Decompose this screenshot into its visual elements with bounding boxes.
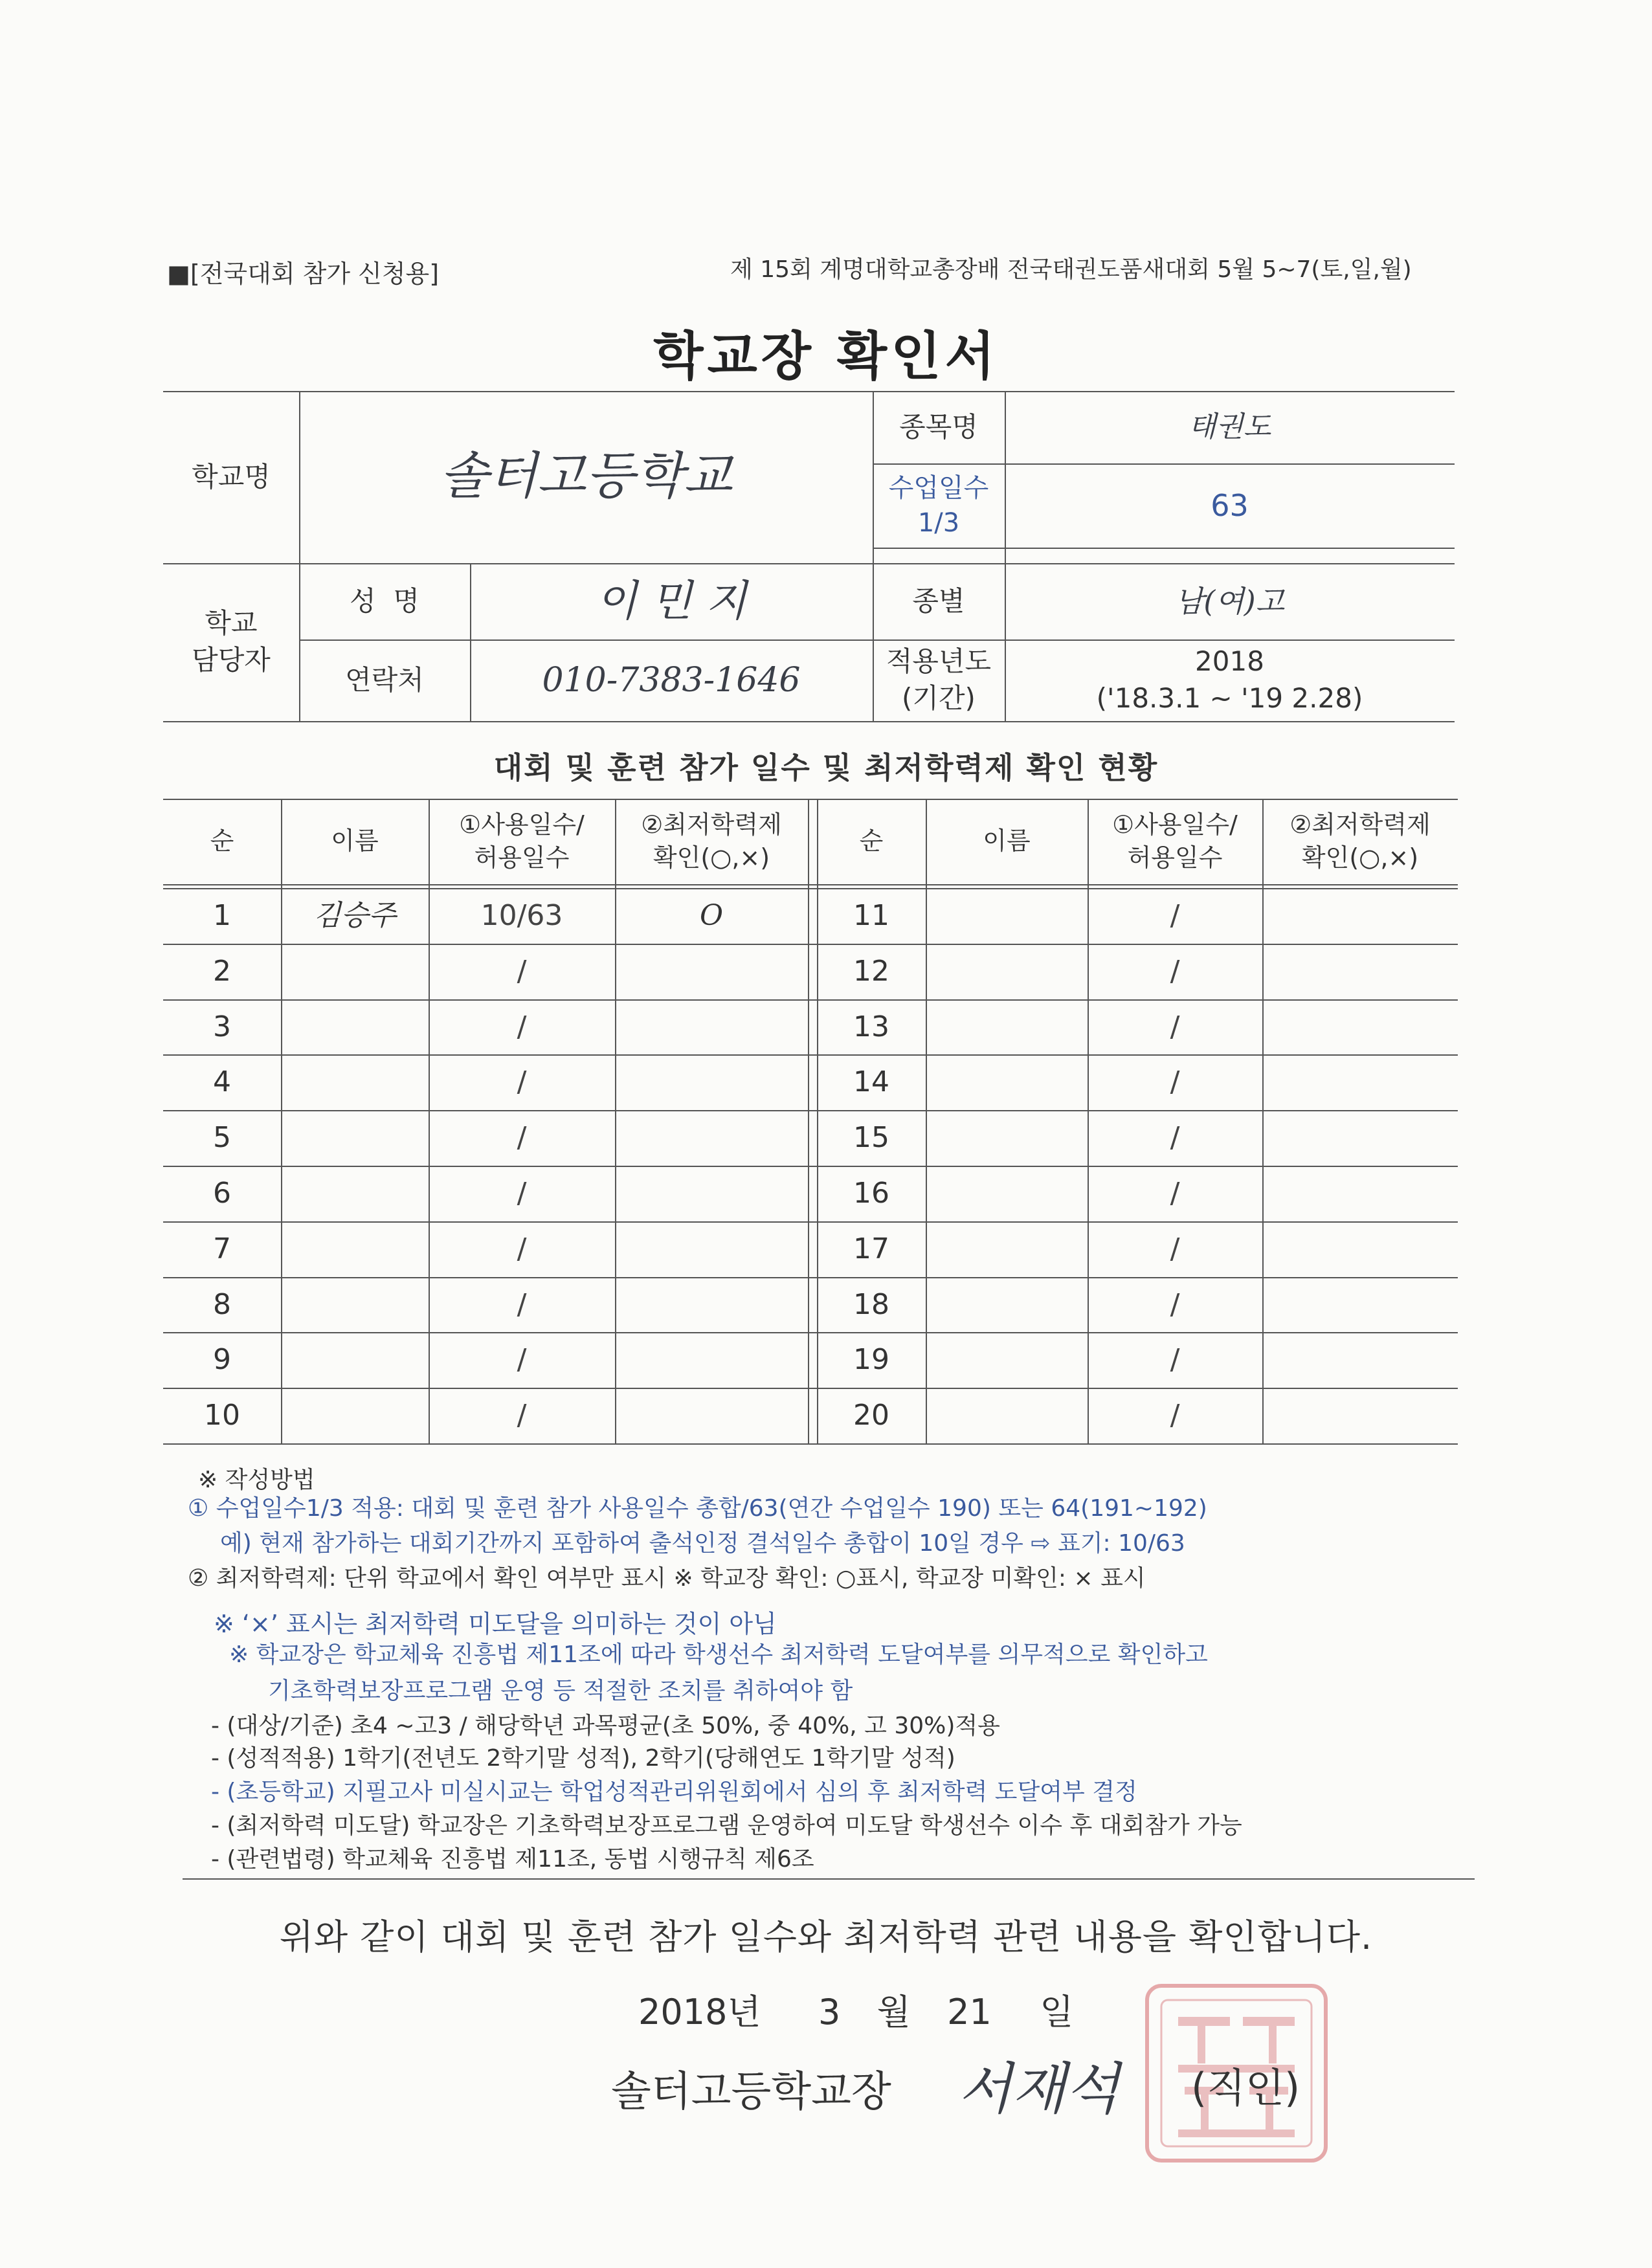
row-name <box>926 1054 1088 1110</box>
form-type-tag: ■[전국대회 참가 신청용] <box>167 260 440 288</box>
period-value: ('18.3.1 ~ '19 2.28) <box>1096 682 1363 714</box>
signing-date <box>638 1984 1073 2034</box>
col-header-check-line2: 확인(○,×) <box>653 843 770 872</box>
col-header-days-right <box>1088 799 1262 884</box>
col-header-check <box>615 799 808 884</box>
class-days-value: 63 <box>1211 487 1249 523</box>
date-day-unit: 일 <box>1040 1992 1074 2032</box>
confirmation-statement: 위와 같이 대회 및 훈련 참가 일수와 최저학력 관련 내용을 확인합니다. <box>279 1917 1373 1957</box>
sport-label: 종목명 <box>899 410 978 443</box>
row-name <box>926 1221 1088 1277</box>
gender-value: 남(여)고 <box>1174 583 1285 619</box>
row-days: / <box>517 1343 527 1377</box>
row-name <box>281 1166 429 1221</box>
row-days: / <box>517 1232 527 1266</box>
row-number: 15 <box>853 1121 889 1155</box>
row-number: 12 <box>853 955 889 988</box>
row-days: / <box>1170 1065 1180 1099</box>
seal-note: (직인) <box>1191 2064 1300 2111</box>
row-check <box>1262 1110 1458 1166</box>
contact-label: 연락처 <box>345 663 424 696</box>
school-label: 학교명 <box>192 460 271 493</box>
row-number: 4 <box>213 1065 231 1099</box>
row-days: / <box>517 955 527 988</box>
row-number: 8 <box>213 1288 231 1322</box>
row-days: / <box>517 1399 527 1432</box>
row-days: / <box>517 1288 527 1322</box>
row-name <box>926 1110 1088 1166</box>
row-number: 5 <box>213 1121 231 1155</box>
col-header-check-line1: ②최저학력제 <box>641 810 782 839</box>
contact-value: 010-7383-1646 <box>542 660 801 700</box>
row-name <box>281 944 429 999</box>
row-check <box>1262 1221 1458 1277</box>
row-days: / <box>1170 1010 1180 1044</box>
row-check <box>615 1221 808 1277</box>
guide-detail-target: - (대상/기준) 초4 ~고3 / 해당학년 과목평균(초 50%, 중 40%, 고 30%)적용 <box>211 1713 1000 1739</box>
col-header-check-right-line2: 확인(○,×) <box>1301 843 1419 872</box>
row-name <box>926 1332 1088 1388</box>
row-number: 9 <box>213 1343 231 1377</box>
guide-note-duty-cont: 기초학력보장프로그램 운영 등 적절한 조치를 취하여야 함 <box>268 1678 853 1704</box>
row-number: 11 <box>853 899 889 933</box>
row-name: 김승주 <box>313 899 396 933</box>
row-name <box>281 1054 429 1110</box>
row-check <box>615 944 808 999</box>
row-days: / <box>1170 1399 1180 1432</box>
section-title: 대회 및 훈련 참가 일수 및 최저학력제 확인 현황 <box>493 750 1159 785</box>
row-number: 2 <box>213 955 231 988</box>
year-value <box>1005 639 1455 721</box>
row-days: 10/63 <box>480 899 563 933</box>
event-name: 제 15회 계명대학교총장배 전국태권도품새대회 5월 5~7(토,일,월) <box>730 256 1412 283</box>
row-number: 16 <box>853 1177 889 1210</box>
guide-note-duty: ※ 학교장은 학교체육 진흥법 제11조에 따라 학생선수 최저학력 도달여부를 의무적으로 확인하고 <box>229 1641 1208 1668</box>
manager-label <box>163 563 299 721</box>
signer-name: 서재석 <box>958 2057 1120 2122</box>
row-name <box>281 1332 429 1388</box>
year-label-line2: (기간) <box>902 682 976 714</box>
class-days-label-line1: 수업일수 <box>888 473 989 503</box>
row-check: O <box>699 899 724 933</box>
row-check <box>1262 1054 1458 1110</box>
row-name <box>926 888 1088 944</box>
row-name <box>926 1277 1088 1333</box>
row-check <box>1262 1166 1458 1221</box>
row-check <box>615 1110 808 1166</box>
date-year: 2018년 <box>638 1992 761 2032</box>
col-header-no: 순 <box>210 827 234 856</box>
row-check <box>1262 1277 1458 1333</box>
row-check <box>1262 944 1458 999</box>
guide-detail-not-reached: - (최저학력 미도달) 학교장은 기초학력보장프로그램 운영하여 미도달 학생선수 이수 후 대회참가 가능 <box>211 1812 1242 1839</box>
row-name <box>281 1221 429 1277</box>
row-number: 7 <box>213 1232 231 1266</box>
row-number: 17 <box>853 1232 889 1266</box>
row-days: / <box>517 1065 527 1099</box>
row-days: / <box>1170 1343 1180 1377</box>
year-value-line1: 2018 <box>1195 645 1264 678</box>
row-number: 18 <box>853 1288 889 1322</box>
row-check <box>615 999 808 1055</box>
row-days: / <box>1170 899 1180 933</box>
row-number: 13 <box>853 1010 889 1044</box>
guide-detail-elementary: - (초등학교) 지필고사 미실시교는 학업성적관리위원회에서 심의 후 최저학력 도달여부 결정 <box>211 1779 1137 1805</box>
row-name <box>281 1110 429 1166</box>
row-check <box>615 1388 808 1443</box>
row-name <box>281 999 429 1055</box>
guide-note-x: ※ ‘×’ 표시는 최저학력 미도달을 의미하는 것이 아님 <box>214 1610 777 1638</box>
manager-label-line1: 학교 <box>205 607 258 639</box>
date-day: 21 <box>947 1992 992 2032</box>
row-number: 3 <box>213 1010 231 1044</box>
gender-label: 종별 <box>912 584 965 617</box>
row-check <box>1262 1332 1458 1388</box>
row-number: 20 <box>853 1399 889 1432</box>
row-days: / <box>1170 1177 1180 1210</box>
col-header-days-right-line1: ①사용일수/ <box>1112 810 1238 839</box>
col-header-check-right-line1: ②최저학력제 <box>1289 810 1431 839</box>
row-check <box>615 1277 808 1333</box>
col-header-days <box>429 799 615 884</box>
row-name <box>281 1277 429 1333</box>
row-check <box>615 1166 808 1221</box>
col-header-days-line2: 허용일수 <box>474 843 570 872</box>
manager-label-line2: 담당자 <box>192 644 271 676</box>
row-number: 10 <box>204 1399 240 1432</box>
guide-detail-law: - (관련법령) 학교체육 진흥법 제11조, 동법 시행규칙 제6조 <box>211 1846 814 1873</box>
row-check <box>615 1332 808 1388</box>
col-header-no-right: 순 <box>859 827 884 856</box>
name-label: 성 명 <box>350 584 419 617</box>
row-number: 19 <box>853 1343 889 1377</box>
manager-name: 이 민 지 <box>596 576 747 627</box>
guide-heading: ※ 작성방법 <box>198 1467 315 1493</box>
row-days: / <box>1170 955 1180 988</box>
row-number: 1 <box>213 899 231 933</box>
guide-item-2: ② 최저학력제: 단위 학교에서 확인 여부만 표시 ※ 학교장 확인: ○표시, 학교장 미확인: × 표시 <box>188 1565 1146 1592</box>
col-header-name: 이름 <box>331 827 379 856</box>
year-label <box>873 639 1005 721</box>
row-number: 14 <box>853 1065 889 1099</box>
col-header-check-right <box>1262 799 1458 884</box>
class-days-label <box>873 463 1005 548</box>
guide-detail-grades: - (성적적용) 1학기(전년도 2학기말 성적), 2학기(당해연도 1학기말 성적) <box>211 1745 955 1772</box>
row-number: 6 <box>213 1177 231 1210</box>
signer-title: 솔터고등학교장 <box>611 2068 891 2116</box>
guide-item-1: ① 수업일수1/3 적용: 대회 및 훈련 참가 사용일수 총합/63(연간 수업일수 190) 또는 64(191~192) <box>188 1495 1207 1522</box>
col-header-days-line1: ①사용일수/ <box>459 810 585 839</box>
row-name <box>926 1388 1088 1443</box>
row-days: / <box>1170 1232 1180 1266</box>
row-days: / <box>517 1177 527 1210</box>
page-title: 학교장 확인서 <box>653 326 999 386</box>
row-check <box>1262 999 1458 1055</box>
col-header-name-right: 이름 <box>983 827 1031 856</box>
row-days: / <box>517 1121 527 1155</box>
notes-divider <box>183 1878 1475 1880</box>
year-label-line1: 적용년도 <box>886 645 992 678</box>
school-name: 솔터고등학교 <box>439 447 733 506</box>
row-check <box>615 1054 808 1110</box>
row-check <box>1262 1388 1458 1443</box>
row-name <box>926 1166 1088 1221</box>
row-days: / <box>1170 1288 1180 1322</box>
col-header-days-right-line2: 허용일수 <box>1127 843 1223 872</box>
row-days: / <box>517 1010 527 1044</box>
row-days: / <box>1170 1121 1180 1155</box>
row-name <box>926 944 1088 999</box>
row-check <box>1262 888 1458 944</box>
guide-item-1-example: 예) 현재 참가하는 대회기간까지 포함하여 출석인정 결석일수 총합이 10일 경우 ⇨ 표기: 10/63 <box>220 1530 1185 1557</box>
date-month: 3 <box>818 1992 841 2032</box>
row-name <box>926 999 1088 1055</box>
date-month-unit: 월 <box>876 1992 911 2032</box>
class-days-label-line2: 1/3 <box>917 508 960 538</box>
row-name <box>281 1388 429 1443</box>
sport-value: 태권도 <box>1188 410 1271 444</box>
